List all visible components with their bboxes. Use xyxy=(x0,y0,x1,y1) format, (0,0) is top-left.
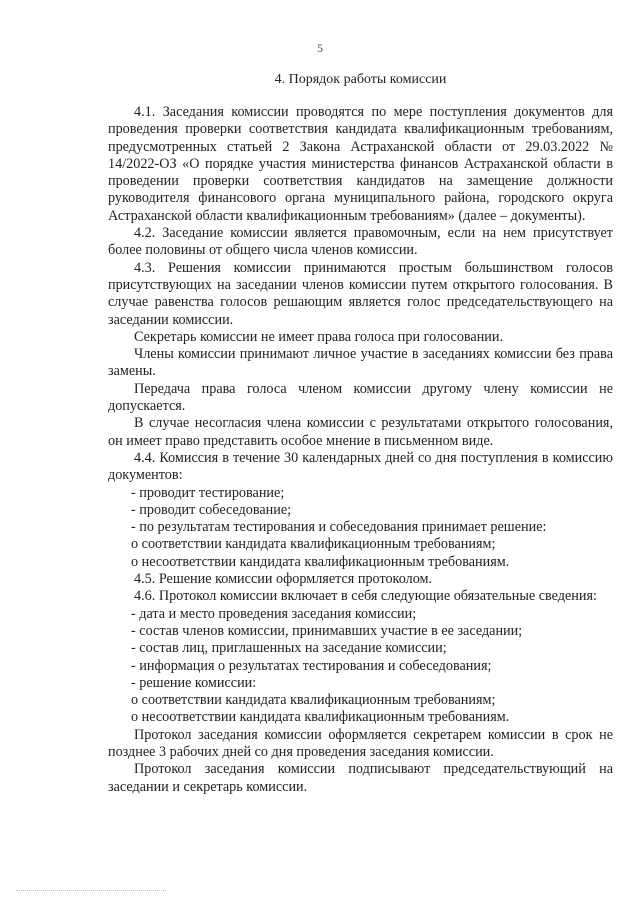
paragraph-4-3: 4.3. Решения комиссии принимаются простым большинством голосов присутствующих на заседании членов комиссии путем открытого голосования. В случае равенства голосов решающим является голос председательствующего на заседании комиссии. xyxy=(108,259,613,328)
footer-divider xyxy=(16,890,166,891)
list-item: - по результатам тестирования и собеседования принимает решение: xyxy=(131,519,547,536)
list-item: - решение комиссии: xyxy=(131,674,257,691)
page-number: 5 xyxy=(317,41,323,55)
paragraph-4-2: 4.2. Заседание комиссии является правомочным, если на нем присутствует более половины от общего числа членов комиссии. xyxy=(108,225,613,259)
list-item: - состав членов комиссии, принимавших участие в ее заседании; xyxy=(131,622,523,639)
paragraph-secretary: Секретарь комиссии не имеет права голоса при голосовании. xyxy=(134,328,504,345)
paragraph-4-5: 4.5. Решение комиссии оформляется протоколом. xyxy=(134,571,433,588)
list-item: о соответствии кандидата квалификационным требованиям; xyxy=(131,692,496,709)
paragraph-protocol-signing: Протокол заседания комиссии подписывают председательствующий на заседании и секретарь комиссии. xyxy=(108,761,613,795)
section-title: 4. Порядок работы комиссии xyxy=(274,72,447,87)
paragraph-protocol-deadline: Протокол заседания комиссии оформляется секретарем комиссии в срок не позднее 3 рабочих дней со дня проведения заседания комиссии. xyxy=(108,726,613,760)
paragraph-vote-transfer: Передача права голоса членом комиссии другому члену комиссии не допускается. xyxy=(108,380,613,415)
paragraph-4-1: 4.1. Заседания комиссии проводятся по мере поступления документов для проведения проверки соответствия кандидата квалификационным требованиям, предусмотренных статьей 2 Закона Астраханской области от 29.03.2022 № 14/2022-ОЗ «О порядке участия министерства финансов Астраханской области в проведении проверки соответствия кандидатов на замещение должности руководителя финансового органа муниципального района, городского округа Астраханской области квалификационным требованиям» (далее – документы). xyxy=(108,104,613,224)
paragraph-4-4: 4.4. Комиссия в течение 30 календарных дней со дня поступления в комиссию документов: xyxy=(108,449,613,484)
list-item: - информация о результатах тестирования и собеседования; xyxy=(131,657,492,674)
list-item: - дата и место проведения заседания комиссии; xyxy=(131,605,417,622)
list-item: о соответствии кандидата квалификационным требованиям; xyxy=(131,536,496,553)
list-item: о несоответствии кандидата квалификационным требованиям. xyxy=(131,709,510,726)
section-body xyxy=(108,104,613,796)
list-item: - проводит собеседование; xyxy=(131,501,292,518)
paragraph-dissent: В случае несогласия члена комиссии с результатами открытого голосования, он имеет право представить особое мнение в письменном виде. xyxy=(108,415,613,449)
list-item: - проводит тестирование; xyxy=(131,484,285,501)
list-item: о несоответствии кандидата квалификационным требованиям. xyxy=(131,553,510,570)
paragraph-members: Члены комиссии принимают личное участие в заседаниях комиссии без права замены. xyxy=(108,346,613,380)
paragraph-4-6: 4.6. Протокол комиссии включает в себя следующие обязательные сведения: xyxy=(134,588,597,605)
list-item: - состав лиц, приглашенных на заседание комиссии; xyxy=(131,640,447,657)
